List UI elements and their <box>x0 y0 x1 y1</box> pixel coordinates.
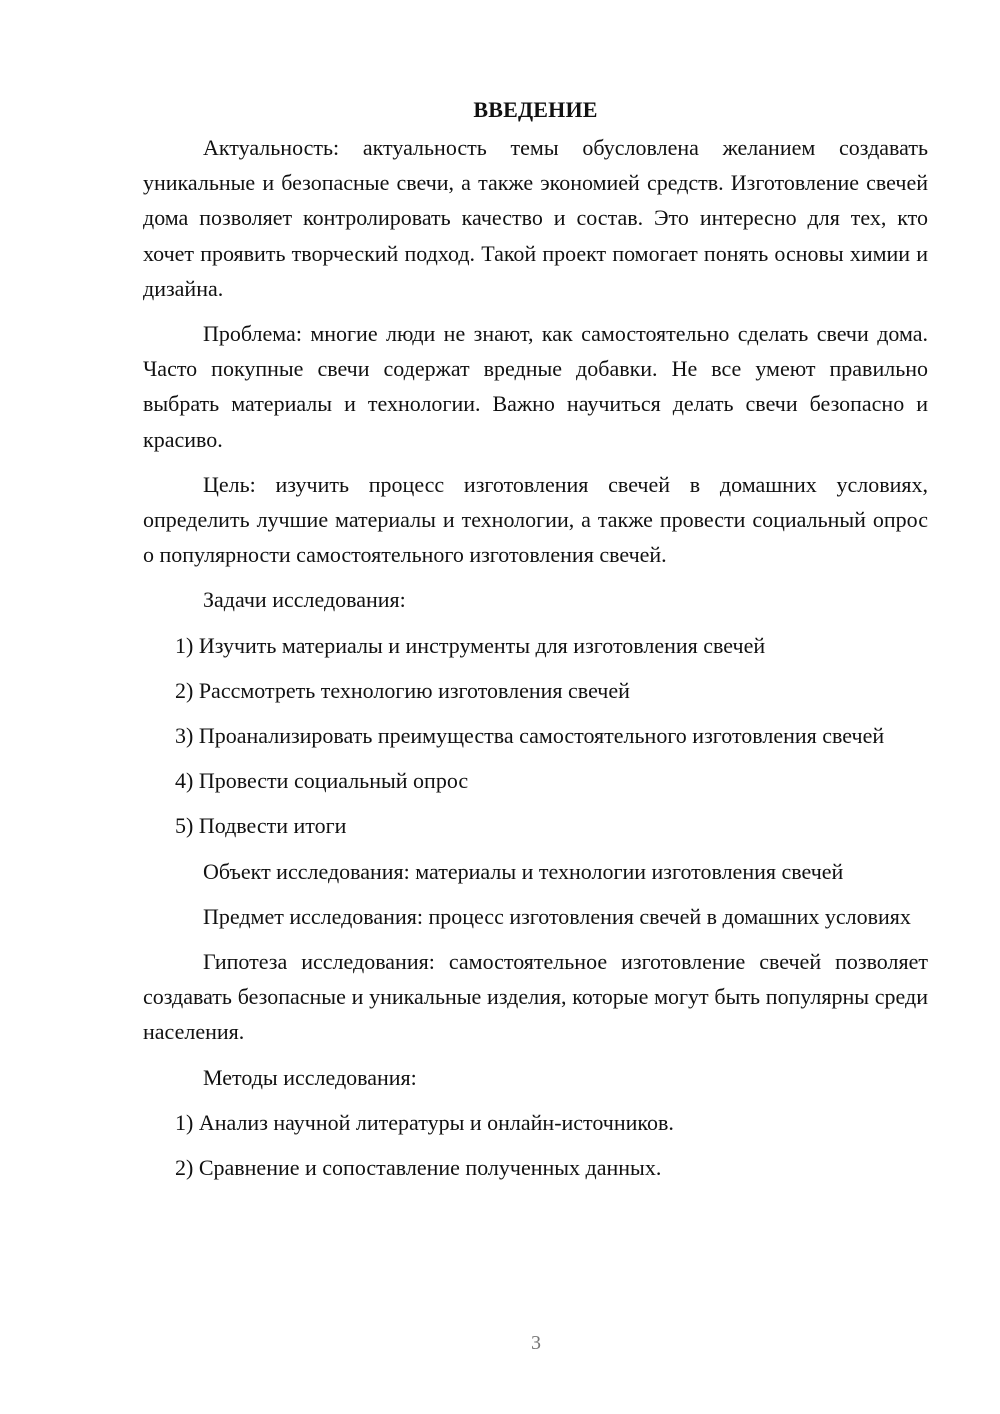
task-item: 2) Рассмотреть технологию изготовления свечей <box>175 677 630 703</box>
methods-heading: Методы исследования: <box>203 1064 417 1090</box>
relevance-paragraph: Актуальность: актуальность темы обусловлена желанием создавать уникальные и безопасные свечи, а также экономией средств. Изготовление свечей дома позволяет контролировать качество и состав. Это интересно для тех, кто хочет проявить творческий подход. Такой проект помогает понять основы химии и дизайна. <box>143 135 928 301</box>
method-item: 2) Сравнение и сопоставление полученных данных. <box>175 1155 662 1181</box>
problem-paragraph: Проблема: многие люди не знают, как самостоятельно сделать свечи дома. Часто покупные свечи содержат вредные добавки. Не все умеют правильно выбрать материалы и технологии. Важно научиться делать свечи безопасно и красиво. <box>143 321 928 452</box>
hypothesis-paragraph: Гипотеза исследования: самостоятельное изготовление свечей позволяет создавать безопасные и уникальные изделия, которые могут быть популярны среди населения. <box>143 949 928 1045</box>
task-item: 1) Изучить материалы и инструменты для изготовления свечей <box>175 632 766 658</box>
task-item: 4) Провести социальный опрос <box>175 768 469 794</box>
task-item: 5) Подвести итоги <box>175 813 347 839</box>
section-title: ВВЕДЕНИЕ <box>473 97 598 122</box>
document-page <box>143 92 928 1195</box>
tasks-heading: Задачи исследования: <box>203 587 406 613</box>
goal-paragraph: Цель: изучить процесс изготовления свечей в домашних условиях, определить лучшие материалы и технологии, а также провести социальный опрос о популярности самостоятельного изготовления свечей. <box>143 471 928 568</box>
subject-paragraph: Предмет исследования: процесс изготовления свечей в домашних условиях <box>203 903 911 929</box>
object-paragraph: Объект исследования: материалы и технологии изготовления свечей <box>203 858 844 884</box>
method-item: 1) Анализ научной литературы и онлайн-источников. <box>175 1109 674 1135</box>
page-number: 3 <box>531 1332 541 1354</box>
task-item: 3) Проанализировать преимущества самостоятельного изготовления свечей <box>175 723 885 749</box>
